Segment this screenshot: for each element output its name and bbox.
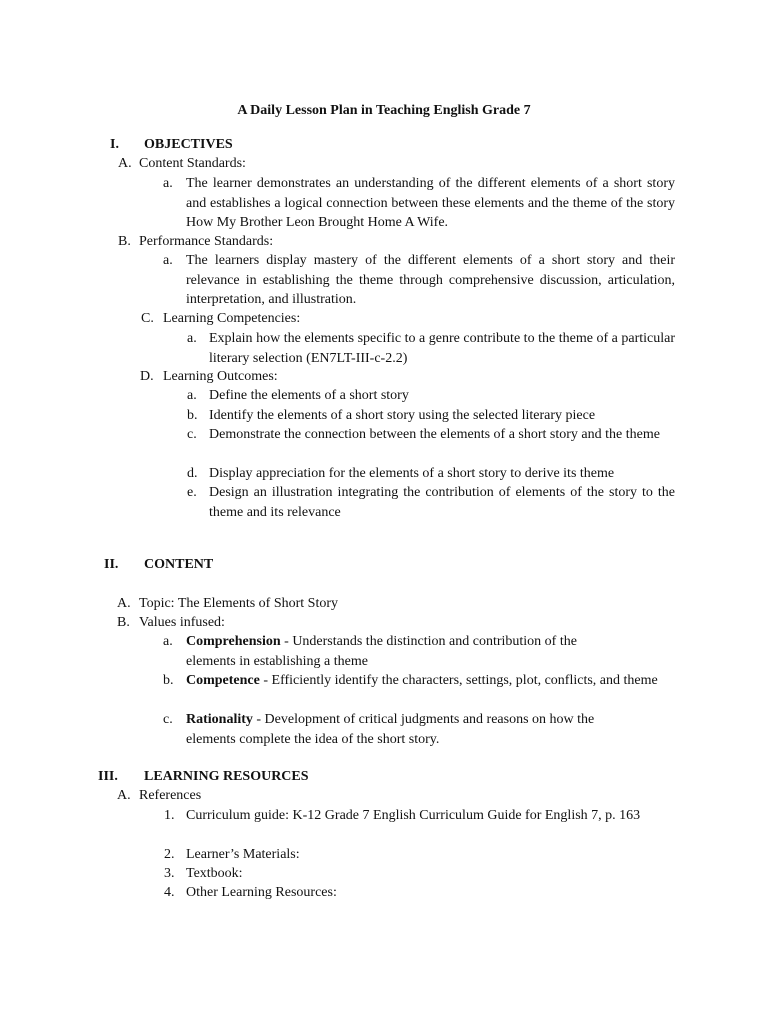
- section-heading-learning-resources: LEARNING RESOURCES: [144, 769, 309, 784]
- value-item: [186, 710, 646, 749]
- section-number-resources: III.: [98, 769, 118, 784]
- list-marker: b.: [187, 408, 198, 423]
- list-marker: b.: [163, 673, 174, 688]
- list-marker: A.: [118, 156, 132, 171]
- reference-item: Textbook:: [186, 866, 243, 881]
- list-marker: B.: [118, 234, 131, 249]
- list-marker: a.: [187, 331, 197, 346]
- list-marker: a.: [163, 176, 173, 191]
- list-marker: c.: [163, 712, 173, 727]
- subheading-learning-outcomes: Learning Outcomes:: [163, 369, 278, 384]
- list-marker: a.: [163, 634, 173, 649]
- section-heading-content: CONTENT: [144, 557, 214, 572]
- list-marker: a.: [163, 253, 173, 268]
- list-marker: C.: [141, 311, 154, 326]
- subheading-values-infused: Values infused:: [139, 615, 225, 630]
- list-marker: a.: [187, 388, 197, 403]
- reference-item: Curriculum guide: K-12 Grade 7 English Curriculum Guide for English 7, p. 163: [186, 808, 641, 823]
- subheading-references: References: [139, 788, 202, 803]
- content-standard-text: The learner demonstrates an understanding of the different elements of a short story and establishes a logical connection between these elements and the theme of the story How My Brother Leon Brought Home A Wife.: [186, 176, 675, 230]
- list-marker: c.: [187, 427, 197, 442]
- performance-standard-text: The learners display mastery of the different elements of a short story and their relevance in establishing the theme through comprehensive discussion, articulation, interpretation, and illustration.: [186, 253, 675, 307]
- document-title: A Daily Lesson Plan in Teaching English Grade 7: [237, 103, 531, 118]
- list-marker: A.: [117, 788, 131, 803]
- list-marker: 3.: [164, 866, 175, 881]
- subheading-performance-standards: Performance Standards:: [139, 234, 274, 249]
- list-marker: 2.: [164, 847, 175, 862]
- section-number-content: II.: [104, 557, 119, 572]
- value-description: - Understands the distinction and contribution of the elements in establishing a theme: [186, 634, 577, 669]
- topic-text: Topic: The Elements of Short Story: [139, 596, 339, 611]
- learning-competency-text: Explain how the elements specific to a genre contribute to the theme of a particular literary selection (EN7LT-III-c-2.2): [209, 331, 675, 366]
- reference-item: Learner’s Materials:: [186, 847, 300, 862]
- value-item: [186, 632, 628, 671]
- learning-outcome-item: Design an illustration integrating the contribution of elements of the story to the theme and its relevance: [209, 485, 675, 520]
- value-description: - Development of critical judgments and reasons on how the elements complete the idea of the short story.: [186, 712, 595, 747]
- value-term: Rationality: [186, 712, 253, 727]
- subheading-learning-competencies: Learning Competencies:: [163, 311, 301, 326]
- list-marker: B.: [117, 615, 130, 630]
- value-term: Competence: [186, 673, 260, 688]
- reference-item: Other Learning Resources:: [186, 885, 337, 900]
- value-item: [186, 671, 670, 691]
- list-marker: e.: [187, 485, 197, 500]
- value-term: Comprehension: [186, 634, 281, 649]
- learning-outcome-item: Identify the elements of a short story using the selected literary piece: [209, 408, 596, 423]
- subheading-content-standards: Content Standards:: [139, 156, 246, 171]
- learning-outcome-item: Define the elements of a short story: [209, 388, 409, 403]
- list-marker: 1.: [164, 808, 175, 823]
- learning-outcome-item: Demonstrate the connection between the elements of a short story and the theme: [209, 427, 660, 442]
- section-number-objectives: I.: [110, 137, 119, 152]
- value-description: - Efficiently identify the characters, settings, plot, conflicts, and theme: [259, 673, 658, 688]
- list-marker: A.: [117, 596, 131, 611]
- list-marker: d.: [187, 466, 198, 481]
- section-heading-objectives: OBJECTIVES: [144, 137, 233, 152]
- list-marker: 4.: [164, 885, 175, 900]
- learning-outcome-item: Display appreciation for the elements of a short story to derive its theme: [209, 466, 615, 481]
- list-marker: D.: [140, 369, 154, 384]
